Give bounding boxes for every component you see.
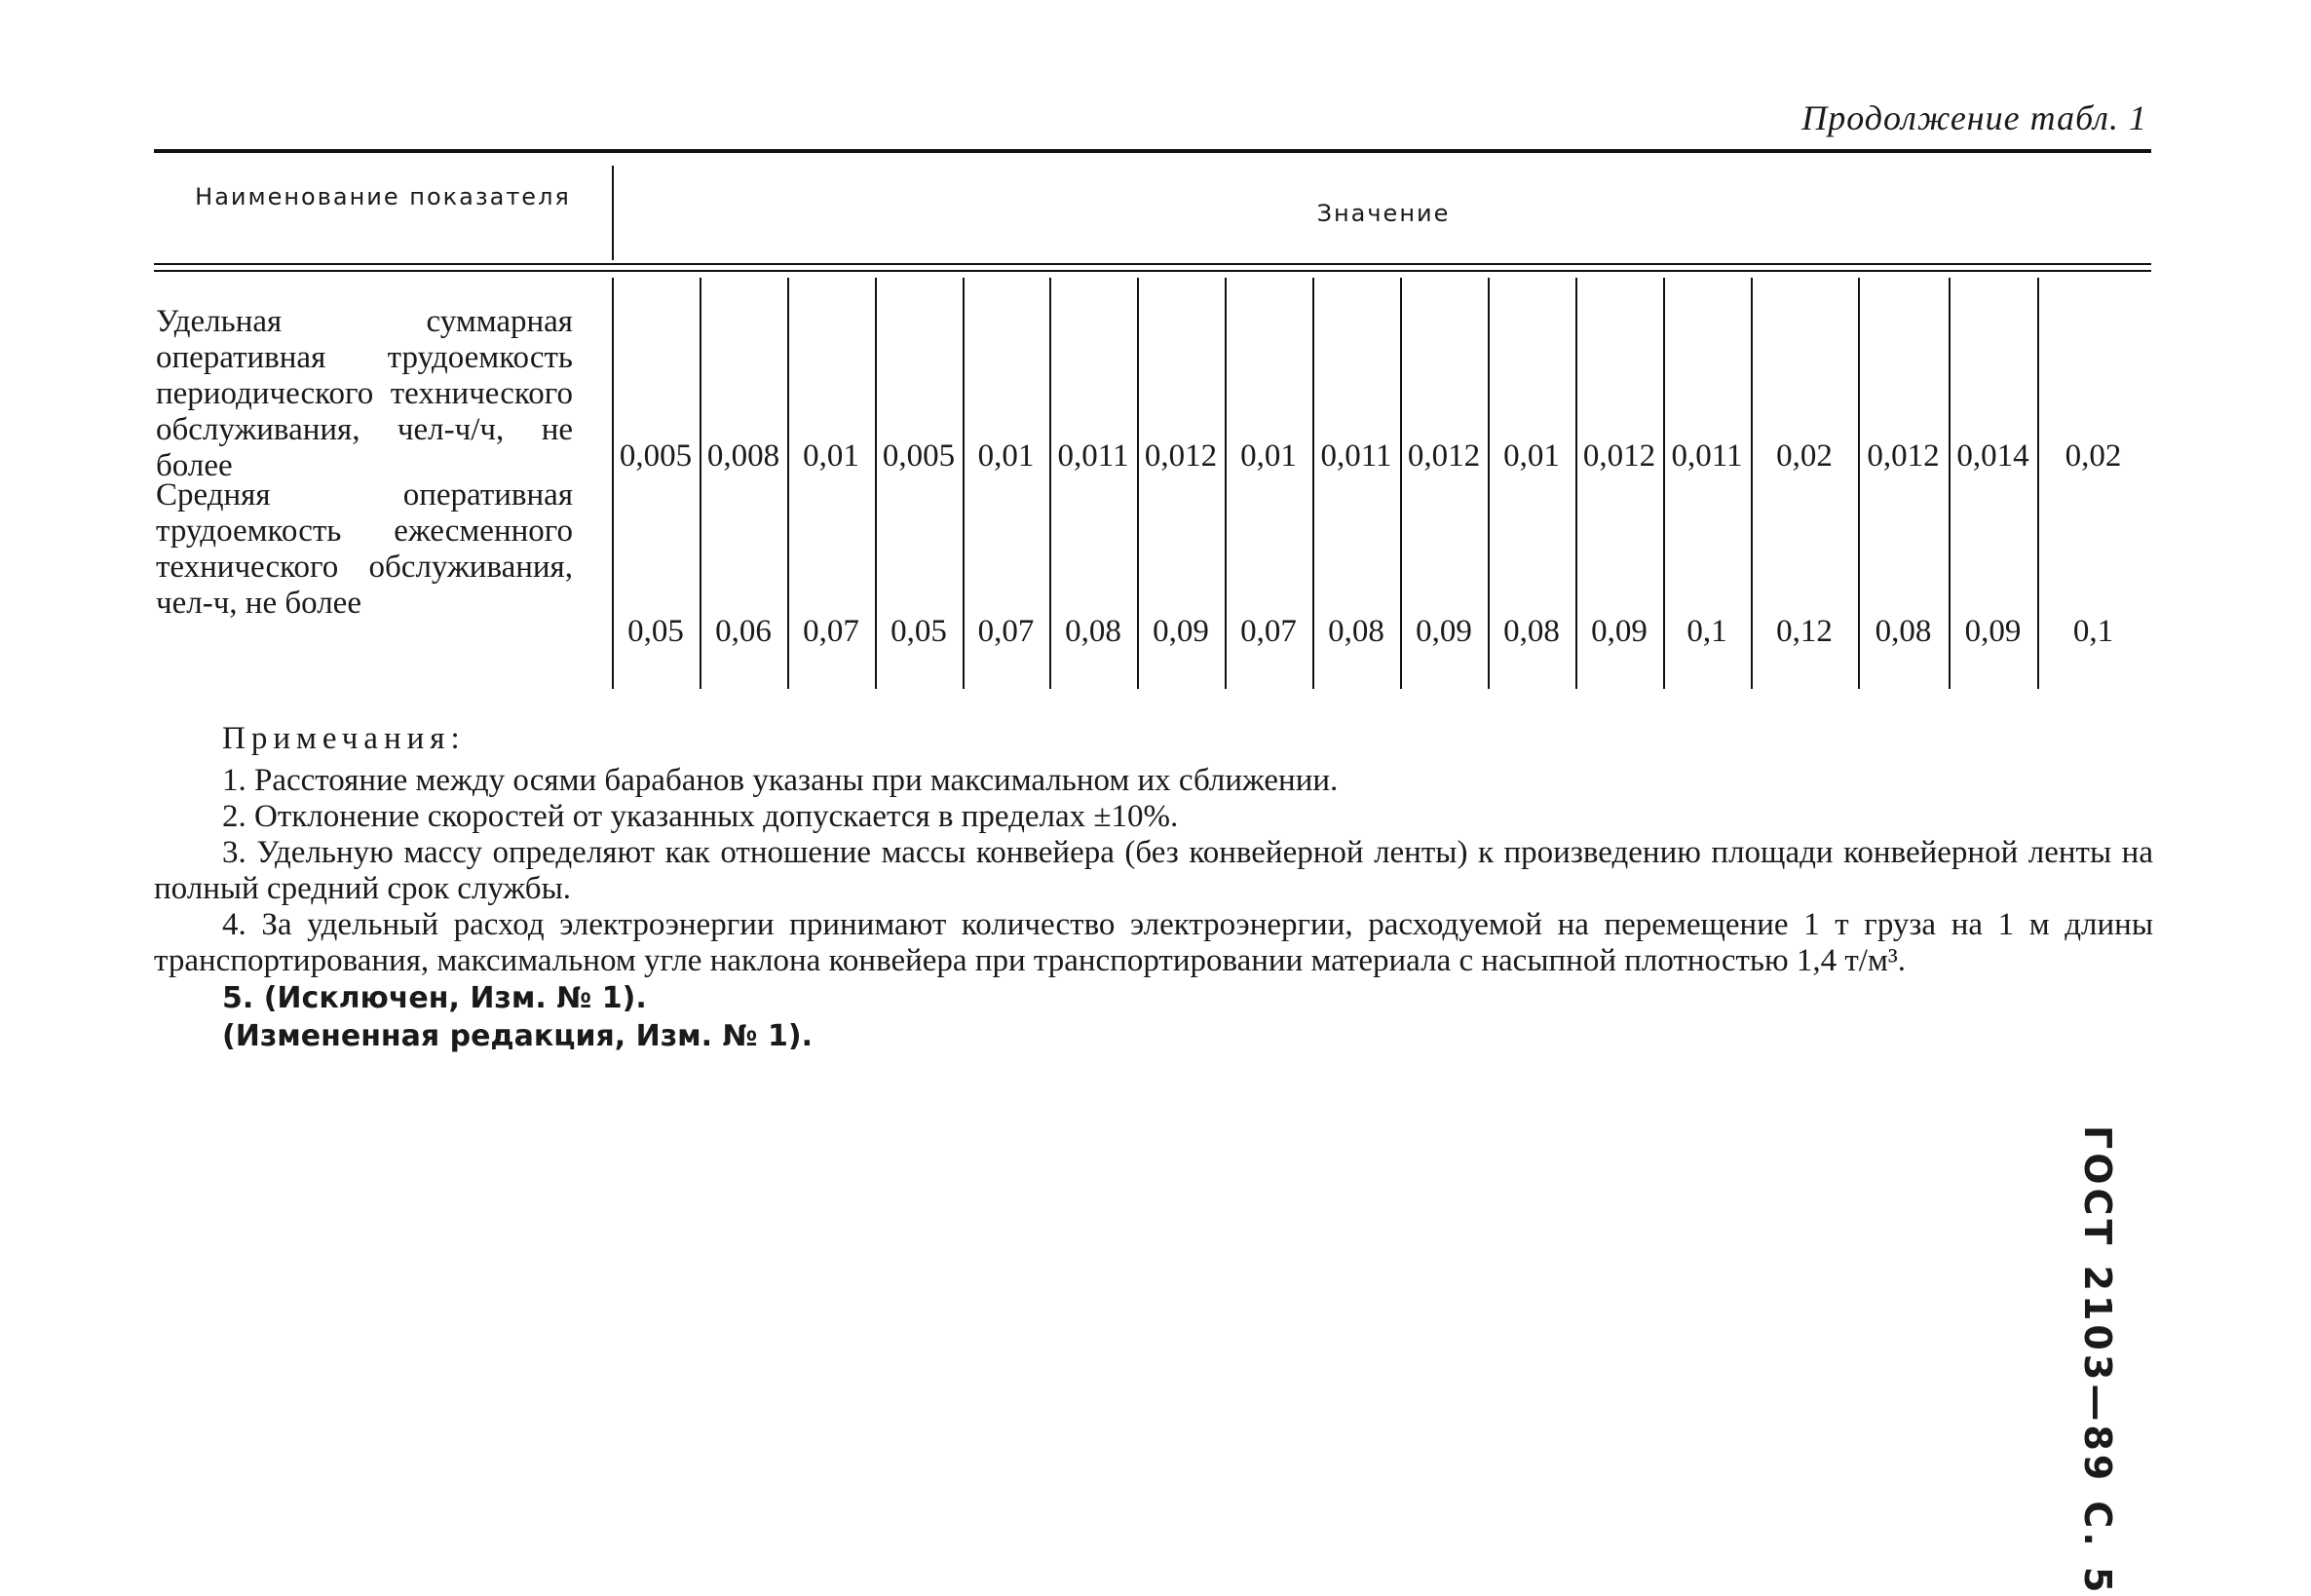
value-cell: 0,1 [2072, 614, 2114, 649]
note-item-revision: (Измененная редакция, Изм. № 1). [222, 1019, 814, 1053]
value-cell: 0,005 [619, 438, 693, 474]
value-cell: 0,02 [2065, 438, 2122, 474]
value-cell: 0,012 [1144, 438, 1218, 474]
row-label-periodic-maintenance: Удельная суммарная оперативная трудоемкость периодического технического обслуживания, чел-ч/ч, не более [156, 304, 573, 483]
header-bottom-rule [154, 263, 2151, 265]
value-cell: 0,01 [977, 438, 1035, 474]
value-cell: 0,07 [1240, 614, 1297, 649]
note-item: 3. Удельную массу определяют как отношение массы конвейера (без конвейерной ленты) к произведению площади конвейерной ленты на полный средний срок службы. [154, 835, 2153, 906]
value-cell: 0,06 [715, 614, 772, 649]
header-value-cell: Значение [1316, 200, 1451, 227]
value-cell: 0,005 [882, 438, 956, 474]
value-cell: 0,012 [1407, 438, 1481, 474]
value-cell: 0,008 [706, 438, 780, 474]
value-cell: 0,05 [627, 614, 684, 649]
value-cell: 0,01 [1503, 438, 1560, 474]
value-cell: 0,12 [1776, 614, 1833, 649]
value-cell: 0,08 [1503, 614, 1560, 649]
note-item: 2. Отклонение скоростей от указанных допускается в пределах ±10%. [222, 799, 1179, 834]
value-cell: 0,011 [1671, 438, 1743, 474]
note-item: 4. За удельный расход электроэнергии принимают количество электроэнергии, расходуемой на перемещение 1 т груза на 1 м длины транспортирования, максимальном угле наклона конвейера при транспортировании материала с насыпной плотностью 1,4 т/м³. [154, 907, 2153, 978]
value-cell: 0,09 [1591, 614, 1648, 649]
value-cell: 0,011 [1057, 438, 1129, 474]
value-cell: 0,05 [890, 614, 947, 649]
note-item-excluded: 5. (Исключен, Изм. № 1). [222, 981, 647, 1015]
header-divider [612, 166, 614, 260]
value-cell: 0,02 [1776, 438, 1833, 474]
value-cell: 0,1 [1686, 614, 1727, 649]
value-cell: 0,012 [1867, 438, 1940, 474]
value-cell: 0,01 [1240, 438, 1297, 474]
value-cell: 0,09 [1416, 614, 1472, 649]
value-cell: 0,09 [1964, 614, 2022, 649]
value-cell: 0,011 [1320, 438, 1392, 474]
row-label-shift-maintenance: Средняя оперативная трудоемкость ежесменного технического обслуживания, чел-ч, не более [156, 477, 573, 621]
standard-page-label: ГОСТ 2103—89 С. 5 [2076, 1125, 2119, 1596]
value-cell: 0,07 [977, 614, 1035, 649]
value-cell: 0,08 [1328, 614, 1384, 649]
continuation-caption: Продолжение табл. 1 [1801, 98, 2147, 137]
value-cell: 0,01 [803, 438, 859, 474]
header-name-cell: Наименование показателя [195, 183, 571, 210]
value-cell: 0,08 [1875, 614, 1932, 649]
value-cell: 0,012 [1582, 438, 1656, 474]
value-cell: 0,09 [1153, 614, 1209, 649]
value-cell: 0,014 [1956, 438, 2029, 474]
value-cell: 0,08 [1065, 614, 1121, 649]
header-bottom-rule-2 [154, 270, 2151, 272]
note-item: 1. Расстояние между осями барабанов указаны при максимальном их сближении. [222, 763, 1339, 798]
table-top-rule [154, 149, 2151, 153]
value-cell: 0,07 [803, 614, 859, 649]
notes-title: Примечания: [222, 721, 466, 756]
notes-section [154, 721, 2153, 1055]
